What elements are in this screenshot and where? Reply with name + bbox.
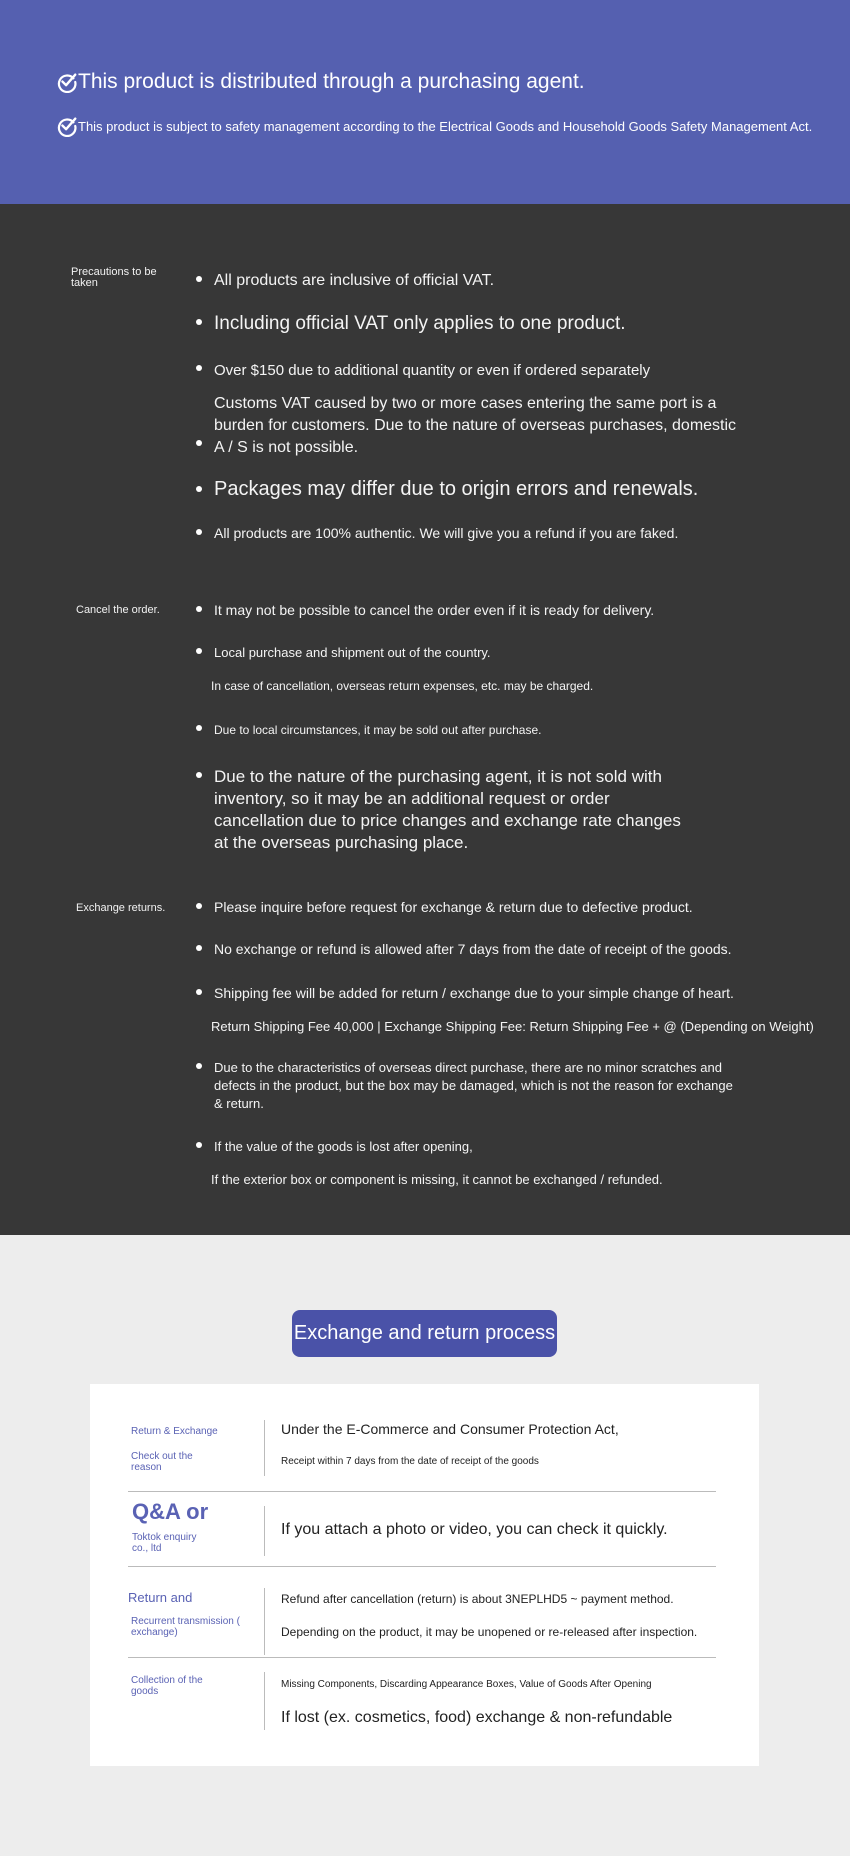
bullet	[196, 486, 202, 492]
list-item: Over $150 due to additional quantity or even if ordered separately	[196, 362, 650, 379]
bullet	[196, 276, 202, 282]
divider	[264, 1420, 265, 1476]
cancel-sub-note: In case of cancellation, overseas return expenses, etc. may be charged.	[211, 679, 594, 693]
list-item: If the value of the goods is lost after opening,	[196, 1139, 473, 1154]
missing-components-text: Missing Components, Discarding Appearance Boxes, Value of Goods After Opening	[281, 1679, 652, 1690]
row-divider	[128, 1657, 716, 1658]
check-circle-icon	[56, 115, 78, 137]
missing-component-note: If the exterior box or component is missing, it cannot be exchanged / refunded.	[211, 1172, 663, 1187]
list-item: Packages may differ due to origin errors and renewals.	[196, 478, 698, 501]
precautions-label: Precautions to be taken	[71, 266, 157, 289]
notice-safety-text: This product is subject to safety management according to the Electrical Goods and Household Goods Safety Management Act.	[78, 118, 813, 134]
ecommerce-act-text: Under the E-Commerce and Consumer Protection Act,	[281, 1421, 619, 1437]
product-notice-banner	[0, 0, 850, 204]
qa-label: Q&A or	[132, 1499, 209, 1524]
list-item: Local purchase and shipment out of the country.	[196, 645, 491, 660]
list-item: Due to the nature of the purchasing agent, it is not sold with inventory, so it may be an additional request or order cancellation due to price changes and exchange rate changes at the overseas purchasing place.	[196, 766, 684, 854]
list-item: Customs VAT caused by two or more cases entering the same port is a burden for customers. Due to the nature of overseas purchases, domestic A / S is not possible.	[196, 393, 744, 459]
list-item: Please inquire before request for exchange & return due to defective product.	[196, 899, 693, 915]
bullet	[196, 648, 202, 654]
bullet	[196, 989, 202, 995]
shipping-fee-note: Return Shipping Fee 40,000 | Exchange Shipping Fee: Return Shipping Fee + @ (Depending on Weight)	[211, 1019, 814, 1034]
bullet	[196, 440, 202, 446]
bullet	[196, 606, 202, 612]
list-item: It may not be possible to cancel the order even if it is ready for delivery.	[196, 602, 654, 618]
refund-after-cancel-text: Refund after cancellation (return) is about 3NEPLHD5 ~ payment method.	[281, 1592, 674, 1606]
purchase-notice-section	[0, 204, 850, 1235]
divider	[264, 1506, 265, 1556]
row-divider	[128, 1491, 716, 1492]
bullet	[196, 1063, 202, 1069]
check-reason-label: Check out the reason	[131, 1451, 193, 1473]
exchange-label: Exchange returns.	[76, 902, 166, 914]
row-divider	[128, 1566, 716, 1567]
bullet	[196, 725, 202, 731]
divider	[264, 1588, 265, 1655]
notice-row-safety	[56, 115, 812, 137]
bullet	[196, 903, 202, 909]
receipt-7-days-text: Receipt within 7 days from the date of receipt of the goods	[281, 1456, 539, 1467]
divider	[264, 1672, 265, 1730]
check-circle-icon	[56, 71, 78, 93]
list-item: No exchange or refund is allowed after 7 days from the date of receipt of the goods.	[196, 941, 732, 957]
list-item: Due to local circumstances, it may be sold out after purchase.	[196, 723, 542, 737]
recurrent-transmission-label: Recurrent transmission ( exchange)	[131, 1616, 240, 1638]
process-card	[90, 1384, 759, 1766]
non-refundable-text: If lost (ex. cosmetics, food) exchange & non-refundable	[281, 1709, 673, 1726]
bullet	[196, 772, 202, 778]
return-and-label: Return and	[128, 1590, 193, 1605]
attach-photo-text: If you attach a photo or video, you can check it quickly.	[281, 1521, 668, 1538]
notice-row-agent	[56, 70, 585, 94]
toktok-enquiry-label: Toktok enquiry co., ltd	[132, 1532, 197, 1554]
list-item: All products are inclusive of official VAT.	[196, 272, 494, 290]
bullet	[196, 945, 202, 951]
bullet	[196, 319, 202, 325]
bullet	[196, 529, 202, 535]
cancel-label: Cancel the order.	[76, 604, 160, 616]
notice-agent-text: This product is distributed through a purchasing agent.	[78, 70, 585, 93]
list-item: All products are 100% authentic. We will give you a refund if you are faked.	[196, 525, 678, 541]
list-item: Due to the characteristics of overseas direct purchase, there are no minor scratches and defects in the product, but the box may be damaged, which is not the reason for exchange & return.	[196, 1059, 744, 1113]
bullet	[196, 1142, 202, 1148]
collection-goods-label: Collection of the goods	[131, 1675, 203, 1697]
return-exchange-label: Return & Exchange	[131, 1426, 218, 1437]
unopened-rereleased-text: Depending on the product, it may be unopened or re-released after inspection.	[281, 1625, 698, 1639]
list-item: Including official VAT only applies to one product.	[196, 313, 626, 335]
list-item: Shipping fee will be added for return / exchange due to your simple change of heart.	[196, 985, 734, 1001]
exchange-return-process-button[interactable]: Exchange and return process	[292, 1310, 557, 1357]
bullet	[196, 365, 202, 371]
